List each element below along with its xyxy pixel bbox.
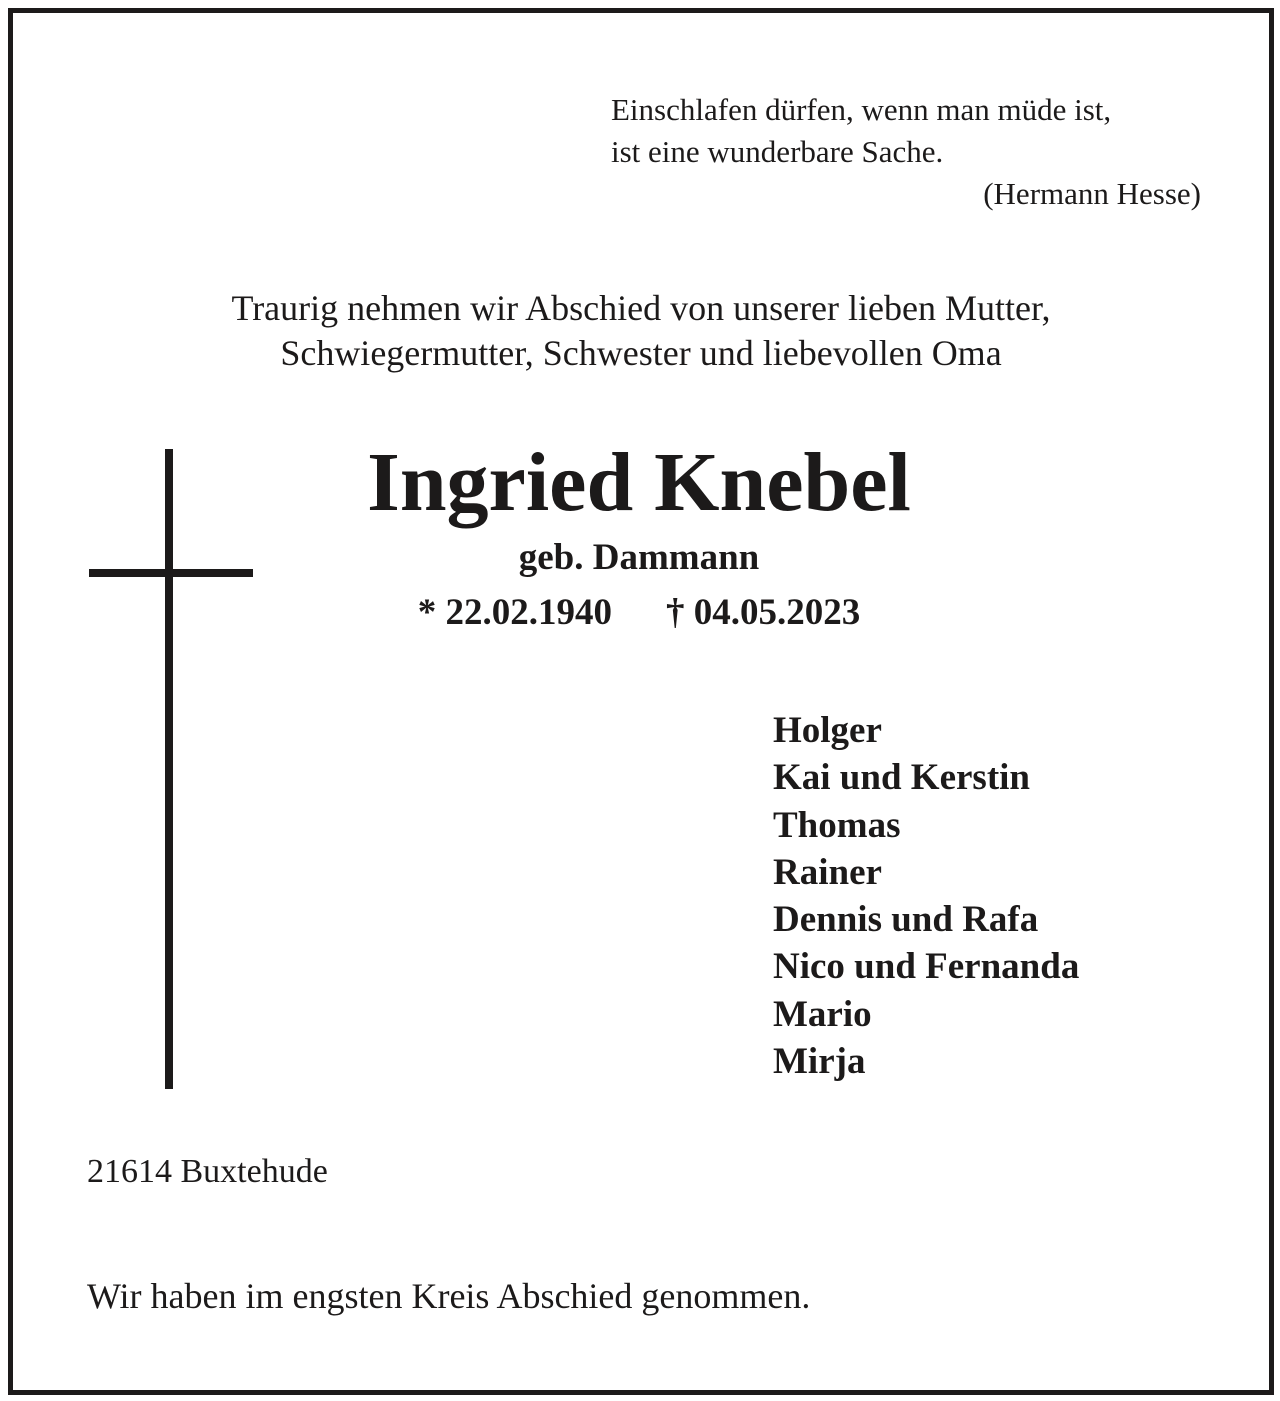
death-date: † 04.05.2023 <box>666 592 861 633</box>
mourner-name: Nico und Fernanda <box>773 946 1080 988</box>
quote-line: ist eine wunderbare Sache. <box>611 134 944 169</box>
cross-horizontal-bar <box>89 569 253 577</box>
intro-text <box>13 286 1269 376</box>
mourner-name: Thomas <box>773 804 901 846</box>
mourner-name: Kai und Kerstin <box>773 757 1030 799</box>
mourner-name: Holger <box>773 710 882 751</box>
quote-line: Einschlafen dürfen, wenn man müde ist, <box>611 92 1112 127</box>
mourner-name: Dennis und Rafa <box>773 899 1039 941</box>
obituary-notice <box>8 8 1274 1395</box>
quote-block <box>611 89 1201 215</box>
closing-note: Wir haben im engsten Kreis Abschied genommen. <box>87 1276 811 1316</box>
intro-line: Schwiegermutter, Schwester und liebevollen Oma <box>280 333 1002 373</box>
birth-date: * 22.02.1940 <box>417 592 612 633</box>
place-of-residence: 21614 Buxtehude <box>87 1153 328 1190</box>
mourners-list <box>773 707 1233 1085</box>
mourner-name: Mirja <box>773 1041 866 1083</box>
quote-author: (Hermann Hesse) <box>983 176 1201 211</box>
maiden-name: geb. Dammann <box>518 537 760 578</box>
cross-vertical-bar <box>165 449 173 1089</box>
life-dates <box>329 589 949 637</box>
intro-line: Traurig nehmen wir Abschied von unserer lieben Mutter, <box>231 288 1051 328</box>
mourner-name: Mario <box>773 993 872 1035</box>
mourner-name: Rainer <box>773 851 882 893</box>
deceased-name: Ingried Knebel <box>367 436 911 529</box>
